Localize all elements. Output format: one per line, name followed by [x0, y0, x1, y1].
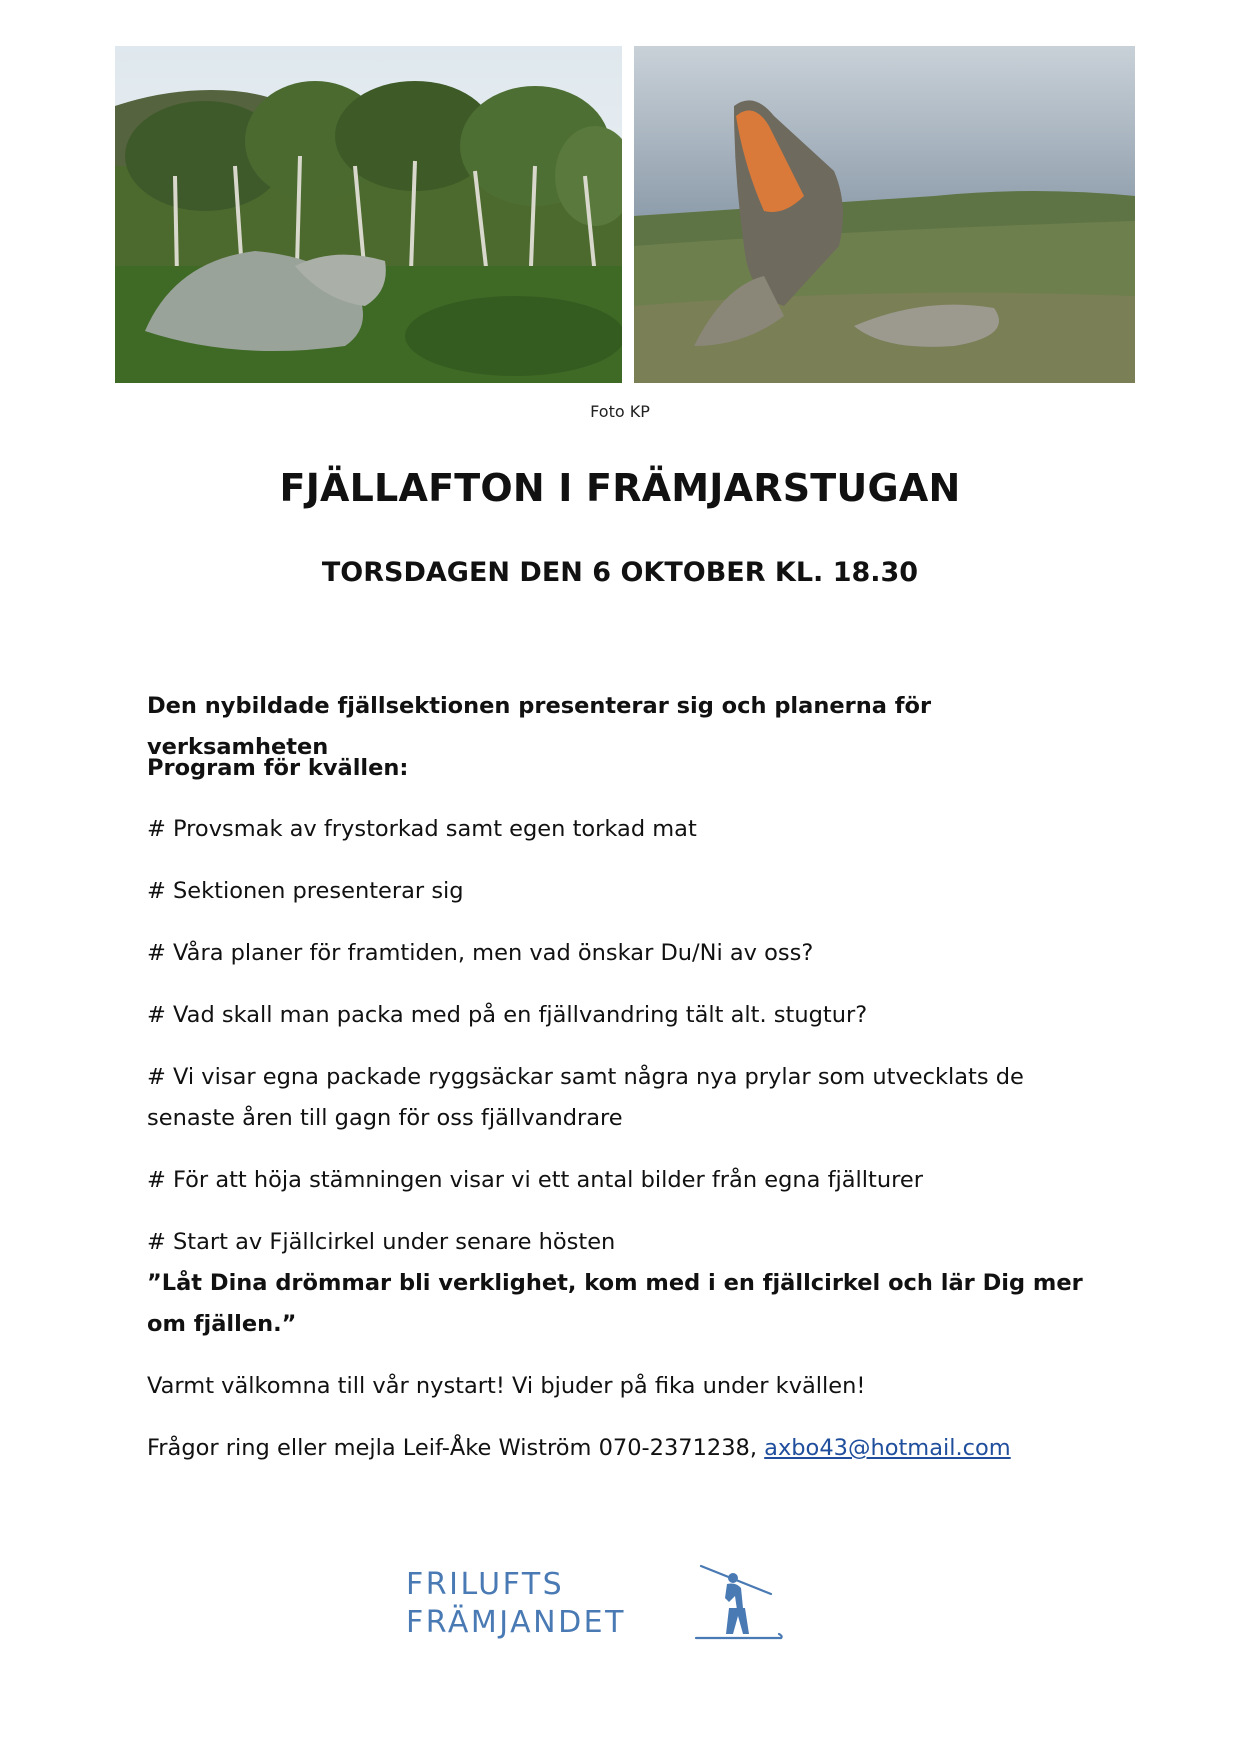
friluftsframjandet-logo [406, 1566, 786, 1646]
program-item: # För att höja stämningen visar vi ett antal bilder från egna fjällturer [147, 1167, 923, 1193]
program-item: # Start av Fjällcirkel under senare hösten [147, 1229, 616, 1255]
contact-line [147, 1428, 1107, 1469]
logo-wordmark [406, 1566, 626, 1642]
rock-formation-image [634, 46, 1135, 383]
skier-icon [691, 1562, 786, 1642]
program-item: # Våra planer för framtiden, men vad önskar Du/Ni av oss? [147, 940, 814, 966]
photo-birch-forest [115, 46, 622, 383]
contact-text: Frågor ring eller mejla Leif-Åke Wiström 070-2371238, [147, 1435, 765, 1461]
quote-text: ”Låt Dina drömmar bli verklighet, kom med i en fjällcirkel och lär Dig mer om fjällen.” [147, 1270, 1083, 1337]
logo-line1: FRILUFTS [406, 1567, 565, 1602]
program-item: # Provsmak av frystorkad samt egen torkad mat [147, 816, 697, 842]
event-date: TORSDAGEN DEN 6 OKTOBER KL. 18.30 [321, 557, 919, 588]
program-item: # Vad skall man packa med på en fjällvandring tält alt. stugtur? [147, 1002, 868, 1028]
logo-line2: FRÄMJANDET [406, 1605, 626, 1640]
photo-caption: Foto KP [590, 402, 650, 421]
page-title: FJÄLLAFTON I FRÄMJARSTUGAN [279, 466, 961, 510]
program-item: # Vi visar egna packade ryggsäckar samt några nya prylar som utvecklats de senaste åren till gagn för oss fjällvandrare [147, 1064, 1024, 1131]
welcome-text: Varmt välkomna till vår nystart! Vi bjuder på fika under kvällen! [147, 1373, 866, 1399]
birch-forest-image [115, 46, 622, 383]
program-heading: Program för kvällen: [147, 755, 409, 781]
intro-paragraph: Den nybildade fjällsektionen presenterar sig och planerna för verksamheten [147, 693, 932, 760]
program-section [147, 748, 1107, 789]
photo-rock-formation [634, 46, 1135, 383]
email-link[interactable]: axbo43@hotmail.com [764, 1435, 1011, 1461]
program-item: # Sektionen presenterar sig [147, 878, 464, 904]
